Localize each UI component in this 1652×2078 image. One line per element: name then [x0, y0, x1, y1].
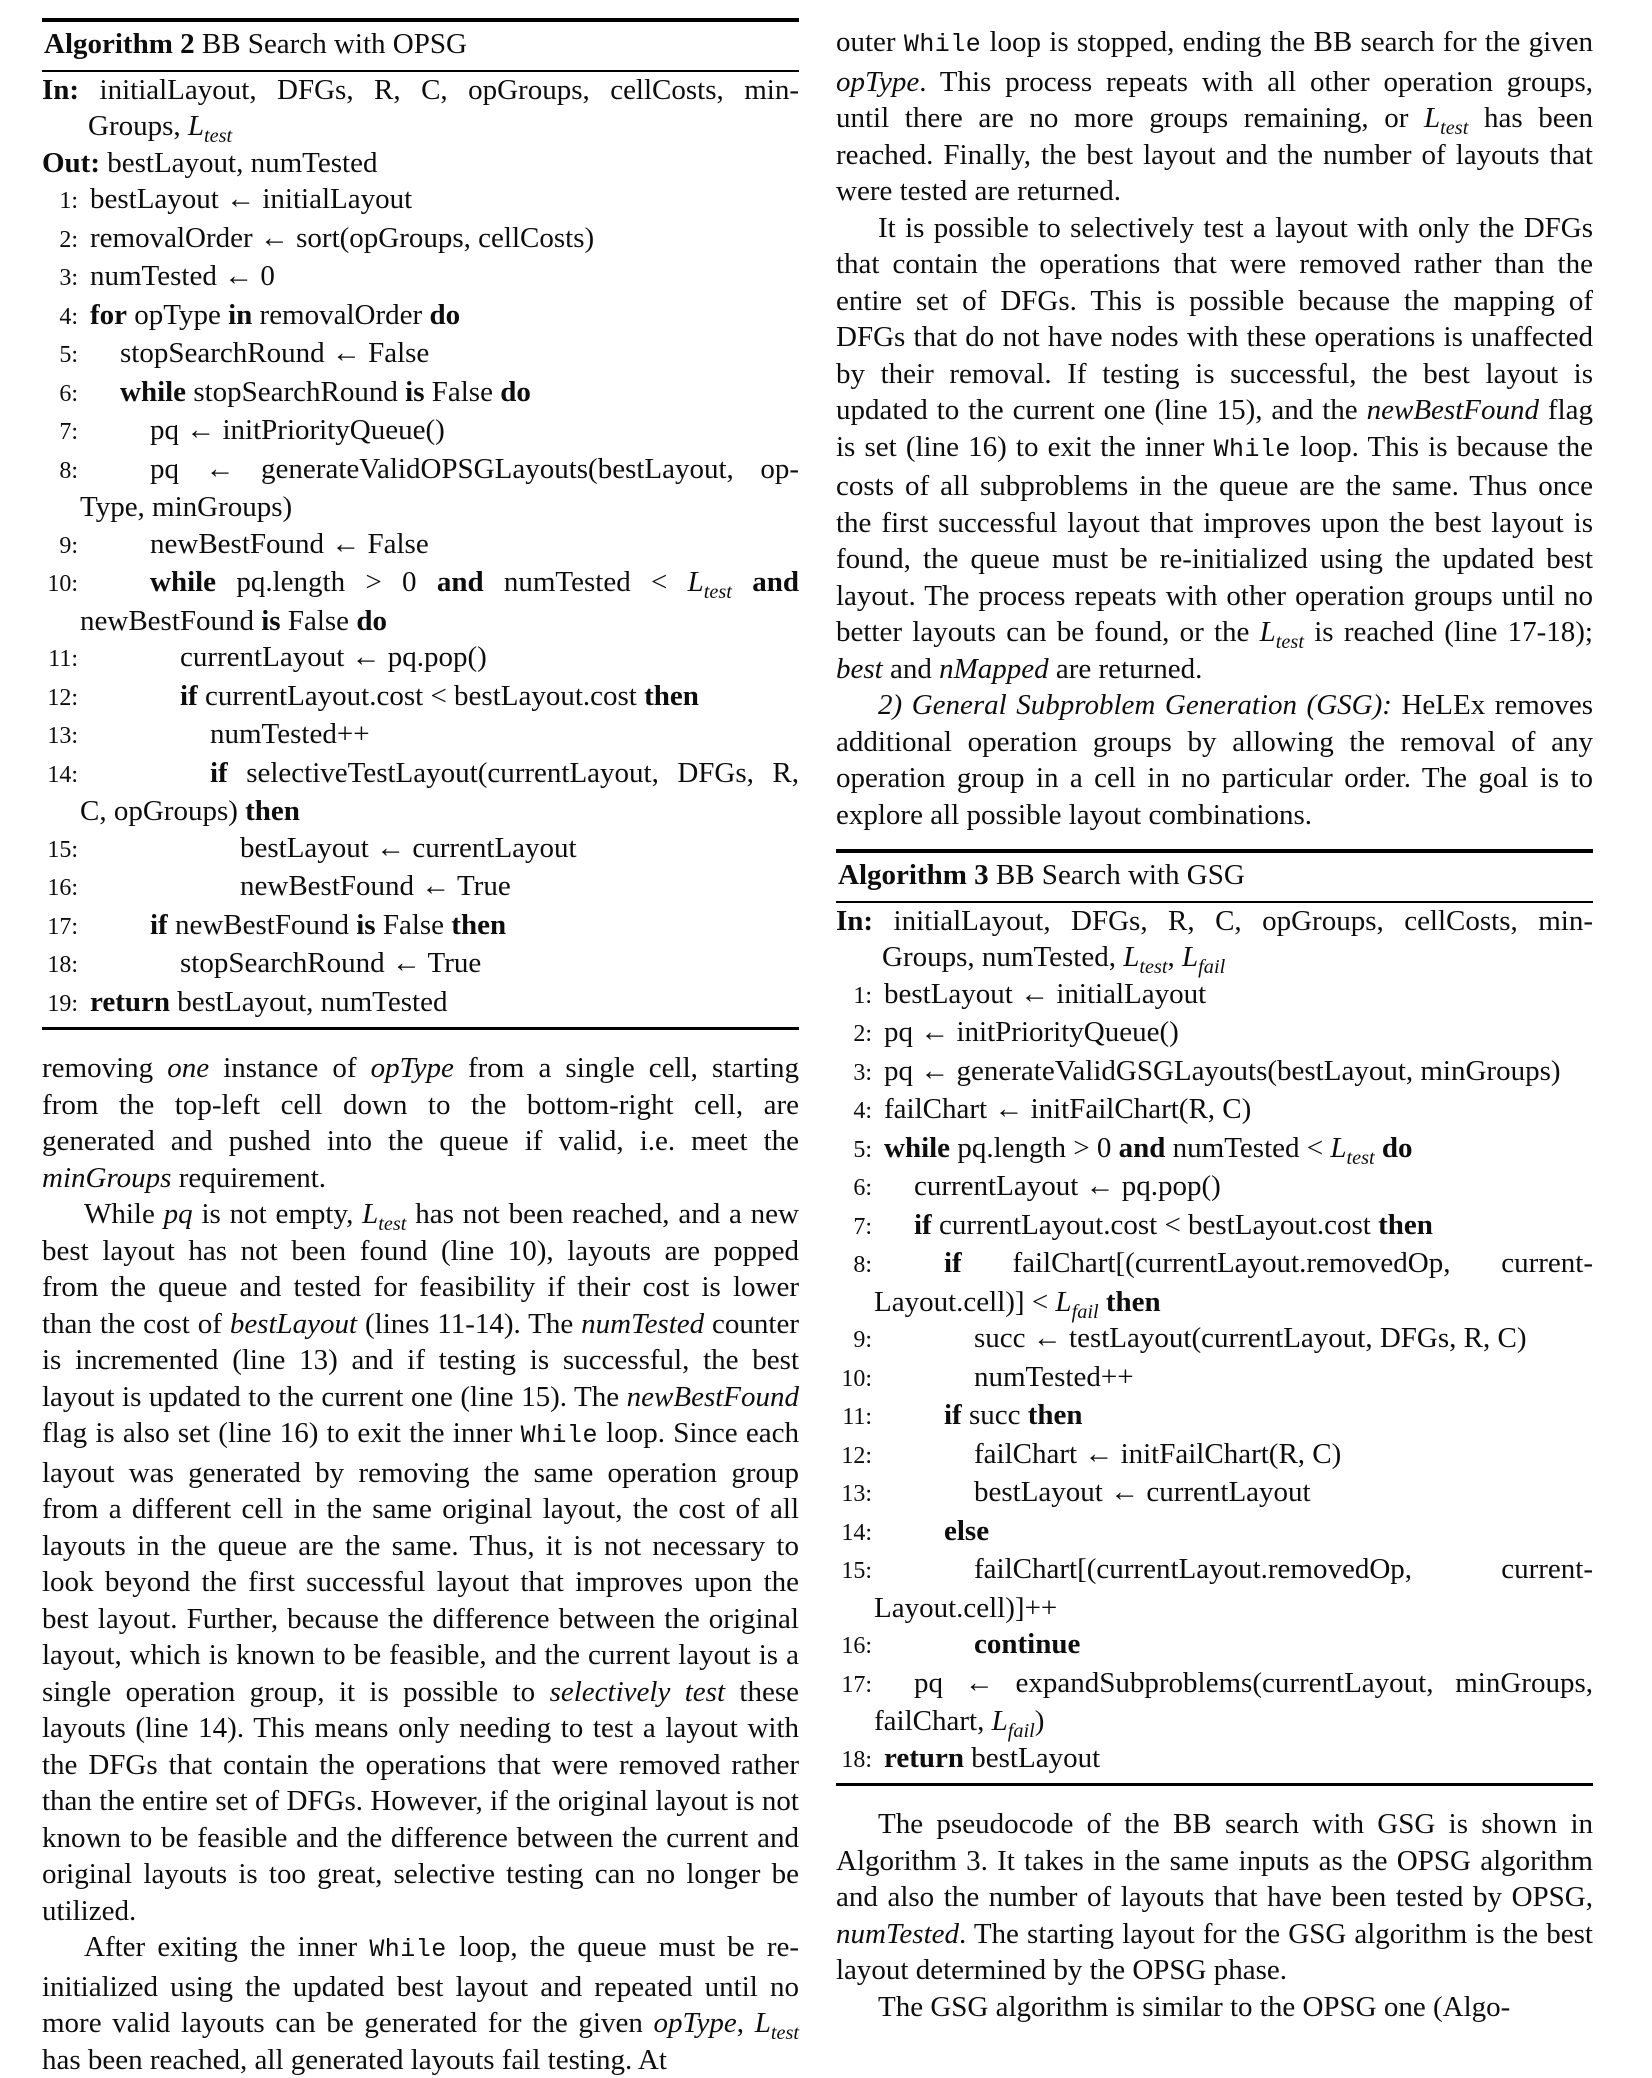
- algorithm-3-label: Algorithm 3: [838, 859, 989, 891]
- indent-spacer: [880, 1652, 974, 1653]
- indent-spacer: [86, 856, 240, 857]
- indent-spacer: [880, 1385, 974, 1386]
- indent-spacer: [86, 552, 150, 553]
- indent-spacer: [880, 1079, 884, 1080]
- algorithm-3-block: [836, 849, 1593, 1786]
- algorithm-line: 15: bestLayout ← currentLayout: [42, 830, 799, 869]
- algorithm-line: 11: if succ then: [836, 1397, 1593, 1436]
- line-number: 10:: [841, 1365, 872, 1392]
- right-column-text-bottom: [836, 1806, 1593, 2025]
- algorithm-line: 4: for opType in removalOrder do: [42, 297, 799, 336]
- line-number: 6:: [853, 1175, 872, 1201]
- line-number: 12:: [47, 684, 78, 711]
- line-number: 18:: [47, 952, 78, 978]
- indent-spacer: [86, 207, 90, 208]
- algorithm-3-title-text: BB Search with GSG: [995, 859, 1245, 891]
- indent-spacer: [880, 1233, 914, 1234]
- algorithm-line: 5: stopSearchRound ← False: [42, 335, 799, 374]
- algorithm-line: 13: numTested++: [42, 716, 799, 755]
- indent-spacer: [86, 400, 120, 401]
- line-number: 5:: [853, 1136, 872, 1163]
- line-number: 9:: [853, 1327, 872, 1353]
- algorithm-line: 17: if newBestFound is False then: [42, 907, 799, 946]
- algorithm-line: 18: stopSearchRound ← True: [42, 945, 799, 984]
- line-number: 17:: [841, 1671, 872, 1698]
- line-number: 13:: [841, 1481, 872, 1507]
- line-number: 18:: [841, 1746, 872, 1773]
- paragraph: The GSG algorithm is similar to the OPSG one (Algo-: [878, 1990, 1511, 2023]
- algorithm-line: 12: if currentLayout.cost < bestLayout.cost then: [42, 678, 799, 717]
- algorithm-line: 1: bestLayout ← initialLayout: [836, 976, 1593, 1015]
- indent-spacer: [880, 1500, 974, 1501]
- algorithm-line: 9: newBestFound ← False: [42, 526, 799, 565]
- indent-spacer: [880, 1002, 884, 1003]
- indent-spacer: [880, 1539, 944, 1540]
- line-number: 16:: [47, 875, 78, 901]
- right-column: [836, 18, 1593, 2078]
- line-number: 4:: [853, 1098, 872, 1124]
- algorithm-2-inputs: In: initialLayout, DFGs, R, C, opGroups, cellCosts, min-Groups, $L_{test}$: [42, 73, 799, 147]
- line-number: 1:: [853, 982, 872, 1009]
- line-number: 3:: [853, 1059, 872, 1086]
- algorithm-line: 9: succ ← testLayout(currentLayout, DFGs, R, C): [836, 1320, 1593, 1359]
- algorithm-2-title-text: BB Search with OPSG: [201, 28, 467, 60]
- algorithm-2-bottom-rule: [42, 1027, 799, 1030]
- algorithm-3-title: [836, 853, 1593, 903]
- line-number: 7:: [853, 1213, 872, 1240]
- indent-spacer: [86, 971, 180, 972]
- line-number: 15:: [47, 836, 78, 863]
- indent-spacer: [86, 590, 150, 591]
- algorithm-line: 10: numTested++: [836, 1359, 1593, 1398]
- algorithm-line: 11: currentLayout ← pq.pop(): [42, 639, 799, 678]
- line-number: 11:: [48, 646, 78, 672]
- algorithm-line: 4: failChart ← initFailChart(R, C): [836, 1091, 1593, 1130]
- algorithm-line: 14: if selectiveTestLayout(currentLayout, DFGs, R, C, opGroups) then: [42, 755, 799, 830]
- algorithm-line: 7: if currentLayout.cost < bestLayout.cost then: [836, 1207, 1593, 1246]
- algorithm-line: 19: return bestLayout, numTested: [42, 984, 799, 1023]
- algorithm-line: 12: failChart ← initFailChart(R, C): [836, 1436, 1593, 1475]
- paragraph: The pseudocode of the BB search with GSG is shown in Algorithm 3. It takes in the same inputs as the OPSG algorithm and also the number of layouts that have been tested by OPSG, numTested. The starting layout for the GSG algorithm is the best layout determined by the OPSG phase.: [836, 1808, 1593, 1986]
- algorithm-2-outputs: Out: bestLayout, numTested: [42, 146, 378, 179]
- line-number: 11:: [842, 1404, 872, 1430]
- left-column-text: [42, 1050, 799, 2078]
- indent-spacer: [880, 1194, 914, 1195]
- algorithm-line: 2: removalOrder ← sort(opGroups, cellCosts): [42, 220, 799, 259]
- line-number: 13:: [47, 723, 78, 749]
- line-number: 9:: [59, 532, 78, 559]
- algorithm-line: 8: pq ← generateValidOPSGLayouts(bestLayout, op-Type, minGroups): [42, 451, 799, 526]
- paragraph: removing one instance of opType from a single cell, starting from the top-left cell down to the bottom-right cell, are generated and pushed into the queue if valid, i.e. meet the minGroups requirement.: [42, 1052, 799, 1194]
- indent-spacer: [880, 1691, 914, 1692]
- algorithm-line: 10: while pq.length > 0 and numTested < $L_{test}$ and newBestFound is False do: [42, 564, 799, 639]
- indent-spacer: [86, 246, 90, 247]
- indent-spacer: [86, 361, 120, 362]
- line-number: 16:: [841, 1633, 872, 1659]
- line-number: 19:: [47, 990, 78, 1017]
- paragraph: While pq is not empty, $L_{test}$ has not been reached, and a new best layout has not been found (line 10), layouts are popped from the queue and tested for feasibility if their cost is lower than the cost of bestLayout (lines 11-14). The numTested counter is incremented (line 13) and if testing is successful, the best layout is updated to the current one (line 15). The newBestFound flag is also set (line 16) to exit the inner While loop. Since each layout was generated by removing the same operation group from a different cell in the same original layout, the cost of all layouts in the queue are the same. Thus, it is not necessary to look beyond the first successful layout that improves upon the best layout. Further, because the difference between the original layout, which is known to be feasible, and the current layout is a single operation group, it is possible to selectively test these layouts (line 14). This means only needing to test a layout with the DFGs that contain the operations that were removed rather than the entire set of DFGs. However, if the original layout is not known to be feasible and the difference between the current and original layouts is too great, selective testing can no longer be utilized.: [42, 1198, 800, 1927]
- indent-spacer: [86, 438, 150, 439]
- algorithm-line: 5: while pq.length > 0 and numTested < $L_{test}$ do: [836, 1130, 1593, 1169]
- algorithm-2-title: [42, 22, 799, 72]
- algorithm-line: 1: bestLayout ← initialLayout: [42, 181, 799, 220]
- indent-spacer: [880, 1040, 884, 1041]
- line-number: 4:: [59, 303, 78, 330]
- indent-spacer: [86, 665, 180, 666]
- line-number: 1:: [59, 188, 78, 214]
- algorithm-line: 3: pq ← generateValidGSGLayouts(bestLayout, minGroups): [836, 1053, 1593, 1092]
- algorithm-line: 16: newBestFound ← True: [42, 868, 799, 907]
- indent-spacer: [880, 1117, 884, 1118]
- algorithm-line: 2: pq ← initPriorityQueue(): [836, 1014, 1593, 1053]
- indent-spacer: [86, 477, 150, 478]
- algorithm-line: 13: bestLayout ← currentLayout: [836, 1474, 1593, 1513]
- algorithm-line: 6: while stopSearchRound is False do: [42, 374, 799, 413]
- line-number: 5:: [59, 342, 78, 368]
- indent-spacer: [86, 894, 240, 895]
- line-number: 7:: [59, 419, 78, 445]
- algorithm-line: 6: currentLayout ← pq.pop(): [836, 1168, 1593, 1207]
- line-number: 2:: [59, 226, 78, 253]
- indent-spacer: [880, 1423, 944, 1424]
- paragraph: 2) General Subproblem Generation (GSG): HeLEx removes additional operation groups by allowing the removal of any operation group in a cell in no particular order. The goal is to explore all possible layout combinations.: [836, 689, 1593, 831]
- algorithm-3-bottom-rule: [836, 1783, 1593, 1786]
- algorithm-line: 14: else: [836, 1513, 1593, 1552]
- algorithm-2-block: [42, 18, 799, 1030]
- algorithm-line: 17: pq ← expandSubproblems(currentLayout, minGroups, failChart, $L_{fail}$): [836, 1665, 1593, 1740]
- line-number: 3:: [59, 265, 78, 291]
- paragraph: outer While loop is stopped, ending the BB search for the given opType. This process repeats with all other operation groups, until there are no more groups remaining, or $L_{test}$ has been reached. Finally, the best layout and the number of layouts that were tested are returned.: [836, 26, 1593, 207]
- algorithm-2-body: [42, 181, 799, 1022]
- algorithm-line: 15: failChart[(currentLayout.removedOp, current-Layout.cell)]++: [836, 1551, 1593, 1626]
- right-column-text-top: [836, 24, 1593, 833]
- line-number: 12:: [841, 1442, 872, 1469]
- indent-spacer: [86, 704, 180, 705]
- line-number: 6:: [59, 380, 78, 407]
- indent-spacer: [86, 781, 210, 782]
- algorithm-line: 7: pq ← initPriorityQueue(): [42, 412, 799, 451]
- indent-spacer: [86, 284, 90, 285]
- algorithm-2-label: Algorithm 2: [44, 28, 195, 60]
- indent-spacer: [880, 1271, 944, 1272]
- algorithm-line: 8: if failChart[(currentLayout.removedOp, current-Layout.cell)] < $L_{fail}$ then: [836, 1245, 1593, 1320]
- line-number: 8:: [853, 1252, 872, 1278]
- algorithm-line: 3: numTested ← 0: [42, 258, 799, 297]
- line-number: 14:: [47, 761, 78, 788]
- indent-spacer: [86, 742, 210, 743]
- indent-spacer: [880, 1577, 974, 1578]
- paragraph: After exiting the inner While loop, the queue must be re-initialized using the updated best layout and repeated until no more valid layouts can be generated for the given opType, $L_{test}$ has been reached, all generated layouts fail testing. At: [42, 1931, 799, 2076]
- algorithm-3-inputs: In: initialLayout, DFGs, R, C, opGroups, cellCosts, min-Groups, numTested, $L_{test}$, $L_{fail}$: [836, 904, 1593, 978]
- line-number: 10:: [47, 571, 78, 597]
- algorithm-3-body: [836, 976, 1593, 1779]
- line-number: 8:: [59, 457, 78, 484]
- line-number: 14:: [841, 1519, 872, 1546]
- indent-spacer: [880, 1462, 974, 1463]
- line-number: 15:: [841, 1558, 872, 1584]
- indent-spacer: [86, 933, 150, 934]
- indent-spacer: [880, 1346, 974, 1347]
- algorithm-line: 16: continue: [836, 1626, 1593, 1665]
- line-number: 2:: [853, 1021, 872, 1047]
- line-number: 17:: [47, 913, 78, 940]
- algorithm-line: 18: return bestLayout: [836, 1740, 1593, 1779]
- left-column: [42, 18, 799, 2078]
- paragraph: It is possible to selectively test a layout with only the DFGs that contain the operations that were removed rather than the entire set of DFGs. This is possible because the mapping of DFGs that do not have nodes with these operations is unaffected by their removal. If testing is successful, the best layout is updated to the current one (line 15), and the newBestFound flag is set (line 16) to exit the inner While loop. This is because the costs of all subproblems in the queue are the same. Thus once the first successful layout that improves upon the best layout is found, the queue must be re-initialized using the updated best layout. The process repeats with other operation groups until no better layouts can be found, or the $L_{test}$ is reached (line 17-18); best and nMapped are returned.: [836, 211, 1593, 685]
